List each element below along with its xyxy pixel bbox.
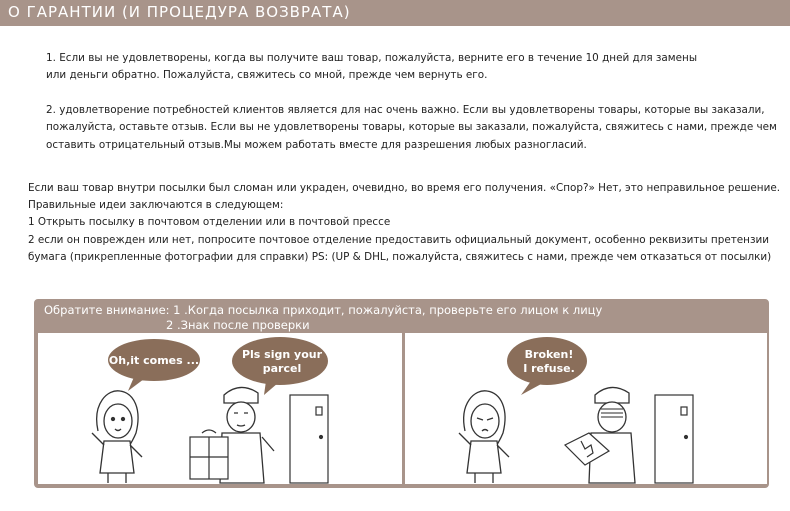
comic-refuse-illustration: [405, 333, 767, 484]
door-icon-right: [655, 395, 693, 483]
bubble-text-comes: Oh,it comes ...: [108, 354, 200, 367]
bubble-text-sign-2: parcel: [262, 362, 302, 375]
paragraph-2-line-3: оставить отрицательный отзыв.Мы можем работать вместе для разрешения любых разногласий.: [46, 139, 587, 151]
bubble-text-broken-1: Broken!: [524, 348, 574, 361]
comic-panel-refuse: [405, 333, 767, 484]
woman-upset-figure: [459, 391, 509, 483]
woman-figure: [92, 391, 142, 483]
bubble-text-broken-2: I refuse.: [523, 362, 575, 375]
paragraph-3-line-2: Правильные идеи заключаются в следующем:: [28, 199, 284, 211]
door-icon: [290, 395, 328, 483]
paragraph-3-line-3: 1 Открыть посылку в почтовом отделении или в почтовой прессе: [28, 216, 391, 228]
speech-bubble-courier: [232, 337, 328, 385]
section-header: [0, 0, 790, 26]
paragraph-3-line-1: Если ваш товар внутри посылки был сломан или украден, очевидно, во время его получения. «Спор?» Нет, это неправильное решение.: [28, 182, 781, 194]
paragraph-1-line-2: или деньги обратно. Пожалуйста, свяжитесь со мной, прежде чем вернуть его.: [46, 69, 488, 81]
courier-embarrassed-figure: [589, 387, 635, 483]
paragraph-3-line-5: бумага (прикрепленные фотографии для справки) PS: (UP & DHL, пожалуйста, свяжитесь с нами, прежде чем отказаться от посылки): [28, 251, 772, 263]
paragraph-2-line-1: 2. удовлетворение потребностей клиентов является для нас очень важно. Если вы удовлетворены товары, которые вы заказали,: [46, 104, 765, 116]
paragraph-1-line-1: 1. Если вы не удовлетворены, когда вы получите ваш товар, пожалуйста, верните его в течение 10 дней для замены: [46, 52, 698, 64]
notice-line-2: 2 .Знак после проверки: [166, 318, 310, 332]
bubble-text-sign-1: Pls sign your: [241, 348, 323, 361]
speech-bubble-refuse: [507, 337, 587, 385]
paragraph-3-line-4: 2 если он поврежден или нет, попросите почтовое отделение предоставить официальный документ, особенно реквизиты претензии: [28, 234, 769, 246]
section-title: О ГАРАНТИИ (И ПРОЦЕДУРА ВОЗВРАТА): [8, 3, 351, 21]
comic-inspect-illustration: [38, 333, 402, 484]
comic-panel-inspect: [38, 333, 402, 484]
paragraph-2-line-2: пожалуйста, оставьте отзыв. Если вы не удовлетворены товары, которые вы заказали, пожалуйста, свяжитесь с нами, прежде чем: [46, 121, 777, 133]
parcel-icon: [190, 430, 228, 479]
notice-box: [34, 299, 769, 488]
notice-line-1: Обратите внимание: 1 .Когда посылка приходит, пожалуйста, проверьте его лицом к лицу: [44, 303, 603, 317]
